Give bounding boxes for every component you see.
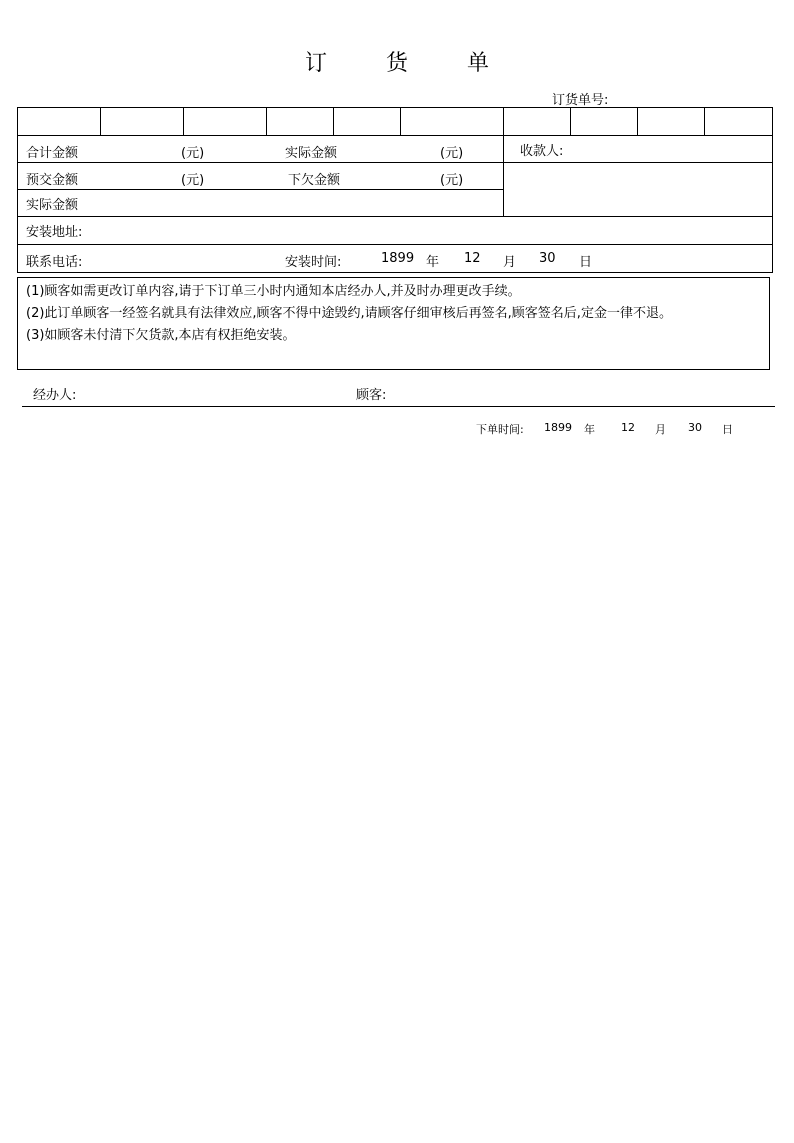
actual-amount-cell[interactable] (18, 190, 504, 217)
item-cell[interactable] (184, 108, 267, 136)
order-year: 1899 (544, 421, 572, 434)
amount-row (18, 136, 773, 163)
install-month: 12 (464, 251, 481, 266)
item-cell[interactable] (504, 108, 571, 136)
terms-box (17, 277, 770, 370)
order-month: 12 (621, 421, 635, 434)
customer-signature-label: 顾客: (356, 388, 387, 403)
handler-signature-label: 经办人: (33, 388, 77, 403)
owed-label: 下欠金额 (288, 173, 341, 188)
address-cell[interactable] (18, 217, 773, 245)
actual-amount-bottom-label: 实际金额 (26, 197, 79, 213)
actual-amount-unit: (元) (440, 146, 464, 161)
prepaid-label: 预交金额 (26, 173, 79, 188)
install-month-unit: 月 (503, 255, 517, 270)
item-cell[interactable] (267, 108, 334, 136)
order-year-unit: 年 (584, 423, 595, 436)
phone-label: 联系电话: (26, 255, 83, 270)
item-cell[interactable] (401, 108, 504, 136)
term-item: (1)顾客如需更改订单内容,请于下订单三小时内通知本店经办人,并及时办理更改手续。 (26, 284, 521, 299)
total-amount-label: 合计金额 (26, 146, 79, 161)
item-cell[interactable] (101, 108, 184, 136)
item-cell[interactable] (18, 108, 101, 136)
order-form-table (17, 107, 773, 273)
item-cell[interactable] (705, 108, 773, 136)
payee-cell[interactable] (504, 136, 773, 163)
order-number-label: 订货单号: (552, 93, 609, 108)
prepaid-row (18, 163, 773, 190)
term-item: (3)如顾客未付清下欠货款,本店有权拒绝安装。 (26, 328, 296, 343)
page-title: 订 货 单 (305, 51, 515, 76)
item-cells-row (18, 108, 773, 136)
total-amount-unit: (元) (181, 146, 205, 161)
install-day: 30 (539, 251, 556, 266)
term-item: (2)此订单顾客一经签名就具有法律效应,顾客不得中途毁约,请顾客仔细审核后再签名,顾客签名后,定金一律不退。 (26, 306, 672, 321)
install-time-label: 安装时间: (285, 255, 342, 270)
signature-line (22, 406, 775, 407)
prepaid-cell[interactable] (18, 163, 504, 190)
payee-sign-area[interactable] (504, 163, 773, 217)
order-day-unit: 日 (722, 423, 733, 436)
amount-cell[interactable] (18, 136, 504, 163)
install-year-unit: 年 (426, 255, 440, 270)
order-day: 30 (688, 421, 702, 434)
order-month-unit: 月 (655, 423, 666, 436)
phone-row (18, 245, 773, 273)
actual-amount-label: 实际金额 (285, 146, 338, 161)
install-year: 1899 (381, 251, 415, 266)
install-day-unit: 日 (579, 255, 593, 270)
address-label: 安装地址: (26, 225, 83, 240)
order-time-label: 下单时间: (476, 423, 524, 436)
address-row (18, 217, 773, 245)
item-cell[interactable] (571, 108, 638, 136)
owed-unit: (元) (440, 173, 464, 188)
item-cell[interactable] (334, 108, 401, 136)
prepaid-unit: (元) (181, 173, 205, 188)
phone-cell[interactable] (18, 245, 773, 273)
payee-label: 收款人: (520, 143, 564, 159)
item-cell[interactable] (638, 108, 705, 136)
